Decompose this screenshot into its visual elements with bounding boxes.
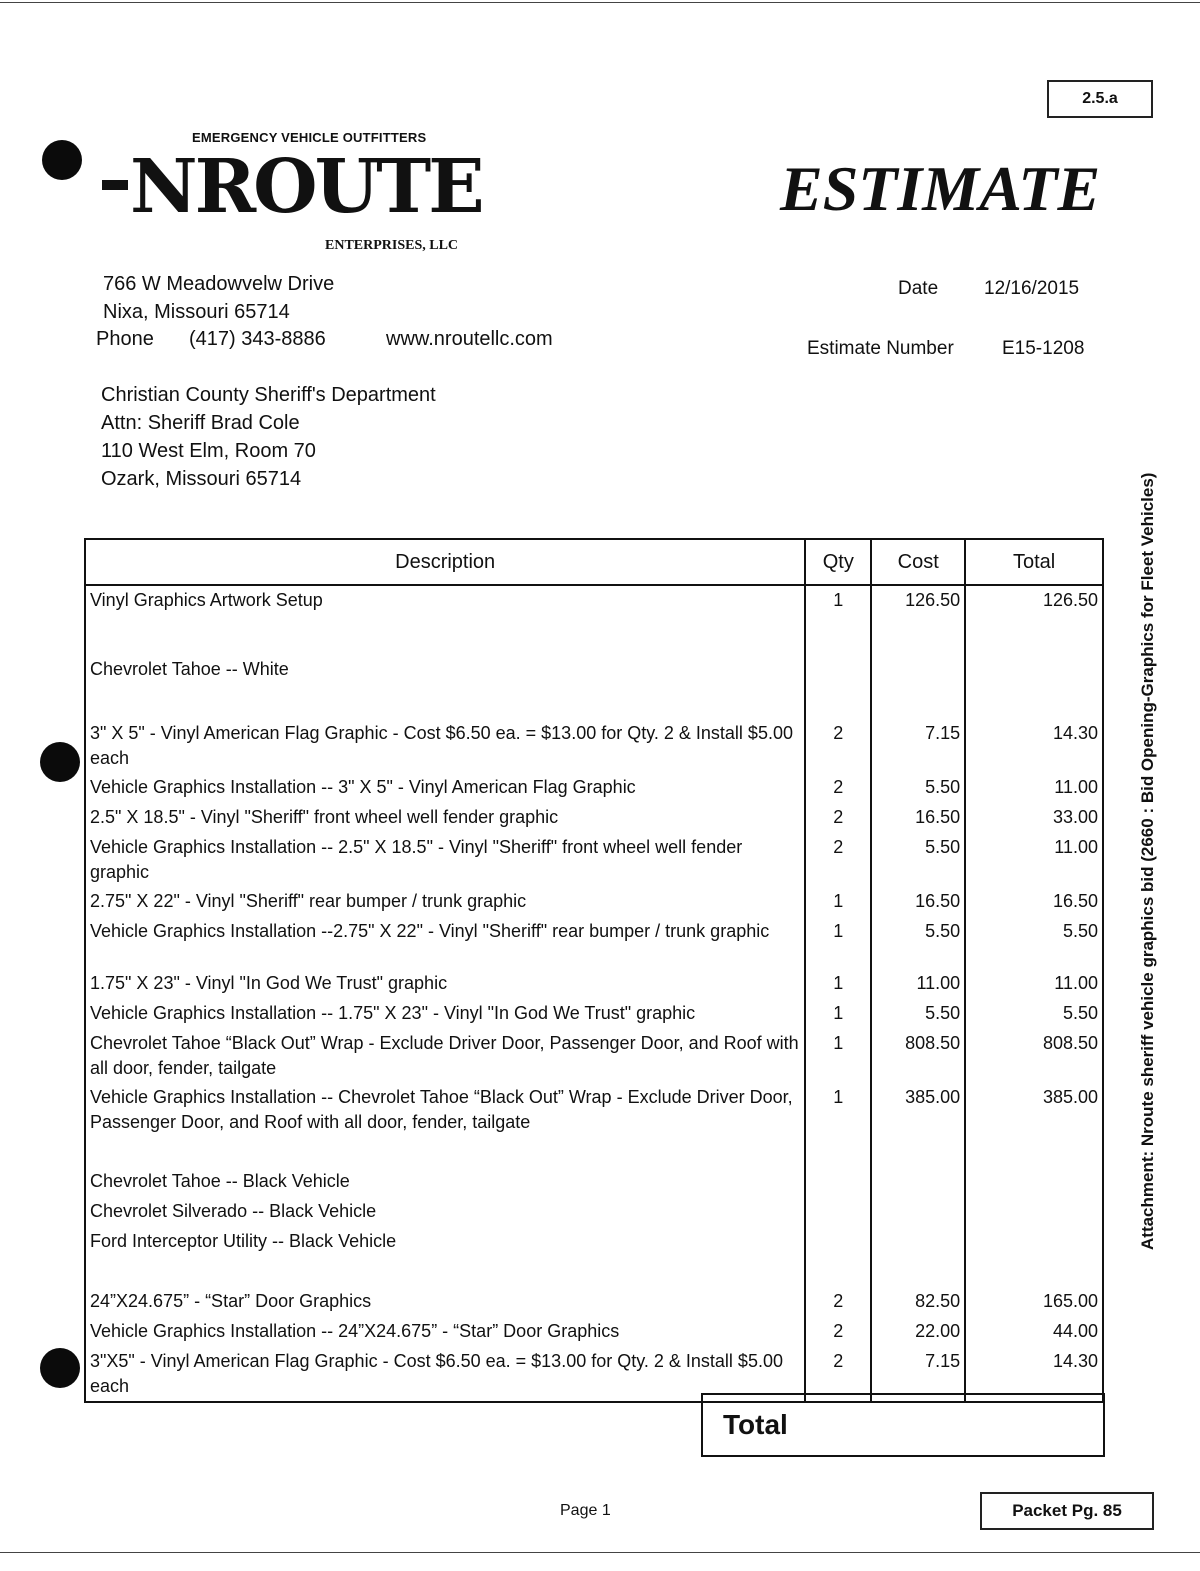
cell-cost: 5.50 xyxy=(871,833,965,887)
cell-cost xyxy=(871,619,965,655)
cell-cost: 7.15 xyxy=(871,719,965,773)
cell-total: 33.00 xyxy=(965,803,1103,833)
address-line-2: Nixa, Missouri 65714 xyxy=(103,301,290,323)
cell-cost xyxy=(871,695,965,719)
cell-qty: 1 xyxy=(805,585,871,619)
binder-hole-middle xyxy=(40,742,80,782)
cell-description: Chevrolet Tahoe -- Black Vehicle xyxy=(90,1171,350,1191)
cell-cost: 16.50 xyxy=(871,803,965,833)
company-address xyxy=(103,270,334,326)
table-row xyxy=(85,655,1103,695)
cell-description xyxy=(85,1137,805,1167)
cell-total: 14.30 xyxy=(965,1347,1103,1402)
cell-qty: 2 xyxy=(805,773,871,803)
cell-qty xyxy=(805,619,871,655)
table-row xyxy=(85,695,1103,719)
table-row xyxy=(85,969,1103,999)
cell-description: 3" X 5" - Vinyl American Flag Graphic - Cost $6.50 ea. = $13.00 for Qty. 2 & Install $5.00 each xyxy=(90,723,793,768)
header-cost: Cost xyxy=(871,539,965,585)
table-row xyxy=(85,1167,1103,1197)
cell-qty: 2 xyxy=(805,833,871,887)
cell-qty: 2 xyxy=(805,719,871,773)
table-row xyxy=(85,1227,1103,1257)
table-header-row xyxy=(85,539,1103,585)
cell-total: 5.50 xyxy=(965,999,1103,1029)
cell-description: Chevrolet Silverado -- Black Vehicle xyxy=(90,1201,377,1221)
cell-cost: 22.00 xyxy=(871,1317,965,1347)
cell-qty xyxy=(805,695,871,719)
cell-qty: 2 xyxy=(805,803,871,833)
cell-cost xyxy=(871,655,965,695)
cell-total: 385.00 xyxy=(965,1083,1103,1137)
cell-cost xyxy=(871,1167,965,1197)
cell-qty: 2 xyxy=(805,1317,871,1347)
address-line-1: 766 W Meadowvelw Drive xyxy=(103,273,335,295)
estimate-number-label: Estimate Number xyxy=(807,338,954,359)
cell-description: Chevrolet Tahoe “Black Out” Wrap - Exclude Driver Door, Passenger Door, and Roof with all door, fender, tailgate xyxy=(90,1033,799,1078)
company-website: www.nroutellc.com xyxy=(386,328,553,350)
cell-total xyxy=(965,1257,1103,1287)
cell-description xyxy=(85,619,805,655)
packet-page-label: Packet Pg. 85 xyxy=(980,1492,1154,1530)
cell-description: Vehicle Graphics Installation -- 3" X 5" - Vinyl American Flag Graphic xyxy=(90,777,636,797)
table-row xyxy=(85,887,1103,917)
line-items-table xyxy=(84,538,1104,1403)
header-qty: Qty xyxy=(805,539,871,585)
cell-total: 11.00 xyxy=(965,773,1103,803)
table-row xyxy=(85,1029,1103,1083)
cell-total xyxy=(965,1227,1103,1257)
cell-cost: 7.15 xyxy=(871,1347,965,1402)
doc-tag: 2.5.a xyxy=(1047,80,1153,118)
customer-line-2: Attn: Sheriff Brad Cole xyxy=(101,412,300,434)
cell-total xyxy=(965,1137,1103,1167)
cell-qty: 1 xyxy=(805,1029,871,1083)
cell-qty: 1 xyxy=(805,969,871,999)
customer-line-4: Ozark, Missouri 65714 xyxy=(101,468,302,490)
cell-description: Vehicle Graphics Installation -- 24”X24.675” - “Star” Door Graphics xyxy=(90,1321,620,1341)
cell-qty xyxy=(805,1227,871,1257)
cell-total: 44.00 xyxy=(965,1317,1103,1347)
cell-description: Ford Interceptor Utility -- Black Vehicle xyxy=(90,1231,397,1251)
cell-description: Chevrolet Tahoe -- White xyxy=(90,659,289,679)
cell-description: 3"X5" - Vinyl American Flag Graphic - Cost $6.50 ea. = $13.00 for Qty. 2 & Install $5.00 each xyxy=(90,1351,783,1396)
cell-total: 14.30 xyxy=(965,719,1103,773)
cell-qty xyxy=(805,1257,871,1287)
cell-total xyxy=(965,619,1103,655)
cell-total: 11.00 xyxy=(965,969,1103,999)
table-row xyxy=(85,1287,1103,1317)
table-row xyxy=(85,999,1103,1029)
table-row xyxy=(85,619,1103,655)
cell-description: Vehicle Graphics Installation -- Chevrolet Tahoe “Black Out” Wrap - Exclude Driver Door, Passenger Door, and Roof with all door, fender, tailgate xyxy=(90,1087,793,1132)
phone-number: (417) 343-8886 xyxy=(189,328,326,350)
table-row xyxy=(85,585,1103,619)
cell-total: 808.50 xyxy=(965,1029,1103,1083)
page-number: Page 1 xyxy=(560,1502,611,1519)
total-box xyxy=(701,1393,1105,1457)
binder-hole-top xyxy=(42,140,82,180)
company-logo xyxy=(100,128,482,258)
cell-total: 165.00 xyxy=(965,1287,1103,1317)
cell-cost: 808.50 xyxy=(871,1029,965,1083)
logo-top-text: EMERGENCY VEHICLE OUTFITTERS xyxy=(192,130,427,145)
phone-label: Phone xyxy=(96,328,154,350)
cell-description: Vehicle Graphics Installation -- 2.5" X 18.5" - Vinyl "Sheriff" front wheel well fender graphic xyxy=(90,837,743,882)
logo-main-text: NROUTE xyxy=(130,144,482,230)
estimate-number-value: E15-1208 xyxy=(1002,338,1085,359)
customer-line-3: 110 West Elm, Room 70 xyxy=(101,440,316,462)
cell-description: 24”X24.675” - “Star” Door Graphics xyxy=(90,1291,372,1311)
cell-description: Vehicle Graphics Installation -- 1.75" X 23" - Vinyl "In God We Trust" graphic xyxy=(90,1003,696,1023)
table-row xyxy=(85,1257,1103,1287)
cell-qty: 2 xyxy=(805,1347,871,1402)
customer-line-1: Christian County Sheriff's Department xyxy=(101,384,436,406)
cell-total: 5.50 xyxy=(965,917,1103,969)
cell-description: Vinyl Graphics Artwork Setup xyxy=(90,590,323,610)
cell-cost: 5.50 xyxy=(871,917,965,969)
cell-total: 126.50 xyxy=(965,585,1103,619)
cell-cost: 5.50 xyxy=(871,773,965,803)
cell-cost xyxy=(871,1197,965,1227)
total-label: Total xyxy=(723,1409,788,1440)
table-row xyxy=(85,1197,1103,1227)
date-value: 12/16/2015 xyxy=(984,278,1080,299)
table-row xyxy=(85,1083,1103,1137)
cell-cost: 126.50 xyxy=(871,585,965,619)
cell-description: Vehicle Graphics Installation --2.75" X 22" - Vinyl "Sheriff" rear bumper / trunk graphic xyxy=(90,921,770,941)
cell-cost: 82.50 xyxy=(871,1287,965,1317)
cell-total xyxy=(965,1197,1103,1227)
customer-address xyxy=(101,381,436,493)
cell-qty xyxy=(805,1167,871,1197)
header-description: Description xyxy=(85,539,805,585)
cell-cost xyxy=(871,1227,965,1257)
table-row xyxy=(85,1137,1103,1167)
cell-qty: 1 xyxy=(805,999,871,1029)
cell-cost: 11.00 xyxy=(871,969,965,999)
cell-qty xyxy=(805,1137,871,1167)
table-row xyxy=(85,719,1103,773)
table-row xyxy=(85,1317,1103,1347)
cell-qty: 2 xyxy=(805,1287,871,1317)
cell-total: 16.50 xyxy=(965,887,1103,917)
cell-cost xyxy=(871,1257,965,1287)
cell-cost: 16.50 xyxy=(871,887,965,917)
cell-total xyxy=(965,695,1103,719)
cell-description: 2.5" X 18.5" - Vinyl "Sheriff" front wheel well fender graphic xyxy=(90,807,559,827)
cell-description xyxy=(85,1257,805,1287)
table-row xyxy=(85,917,1103,969)
document-title: ESTIMATE xyxy=(780,153,1101,224)
top-rule xyxy=(0,2,1200,3)
date-label: Date xyxy=(898,278,939,299)
cell-total xyxy=(965,655,1103,695)
cell-description: 2.75" X 22" - Vinyl "Sheriff" rear bumper / trunk graphic xyxy=(90,891,527,911)
header-total: Total xyxy=(965,539,1103,585)
cell-qty: 1 xyxy=(805,917,871,969)
table-row xyxy=(85,803,1103,833)
cell-description xyxy=(85,695,805,719)
binder-hole-bottom xyxy=(40,1348,80,1388)
cell-qty xyxy=(805,655,871,695)
cell-cost: 385.00 xyxy=(871,1083,965,1137)
cell-cost xyxy=(871,1137,965,1167)
table-row xyxy=(85,773,1103,803)
cell-description: 1.75" X 23" - Vinyl "In God We Trust" graphic xyxy=(90,973,448,993)
cell-total: 11.00 xyxy=(965,833,1103,887)
attachment-side-note: Attachment: Nroute sheriff vehicle graphics bid (2660 : Bid Opening-Graphics for Fleet Vehicles) xyxy=(1138,472,1157,1250)
bottom-rule xyxy=(0,1552,1200,1553)
cell-total xyxy=(965,1167,1103,1197)
table-row xyxy=(85,833,1103,887)
cell-qty xyxy=(805,1197,871,1227)
cell-cost: 5.50 xyxy=(871,999,965,1029)
cell-qty: 1 xyxy=(805,887,871,917)
logo-bottom-text: ENTERPRISES, LLC xyxy=(325,238,459,253)
cell-qty: 1 xyxy=(805,1083,871,1137)
